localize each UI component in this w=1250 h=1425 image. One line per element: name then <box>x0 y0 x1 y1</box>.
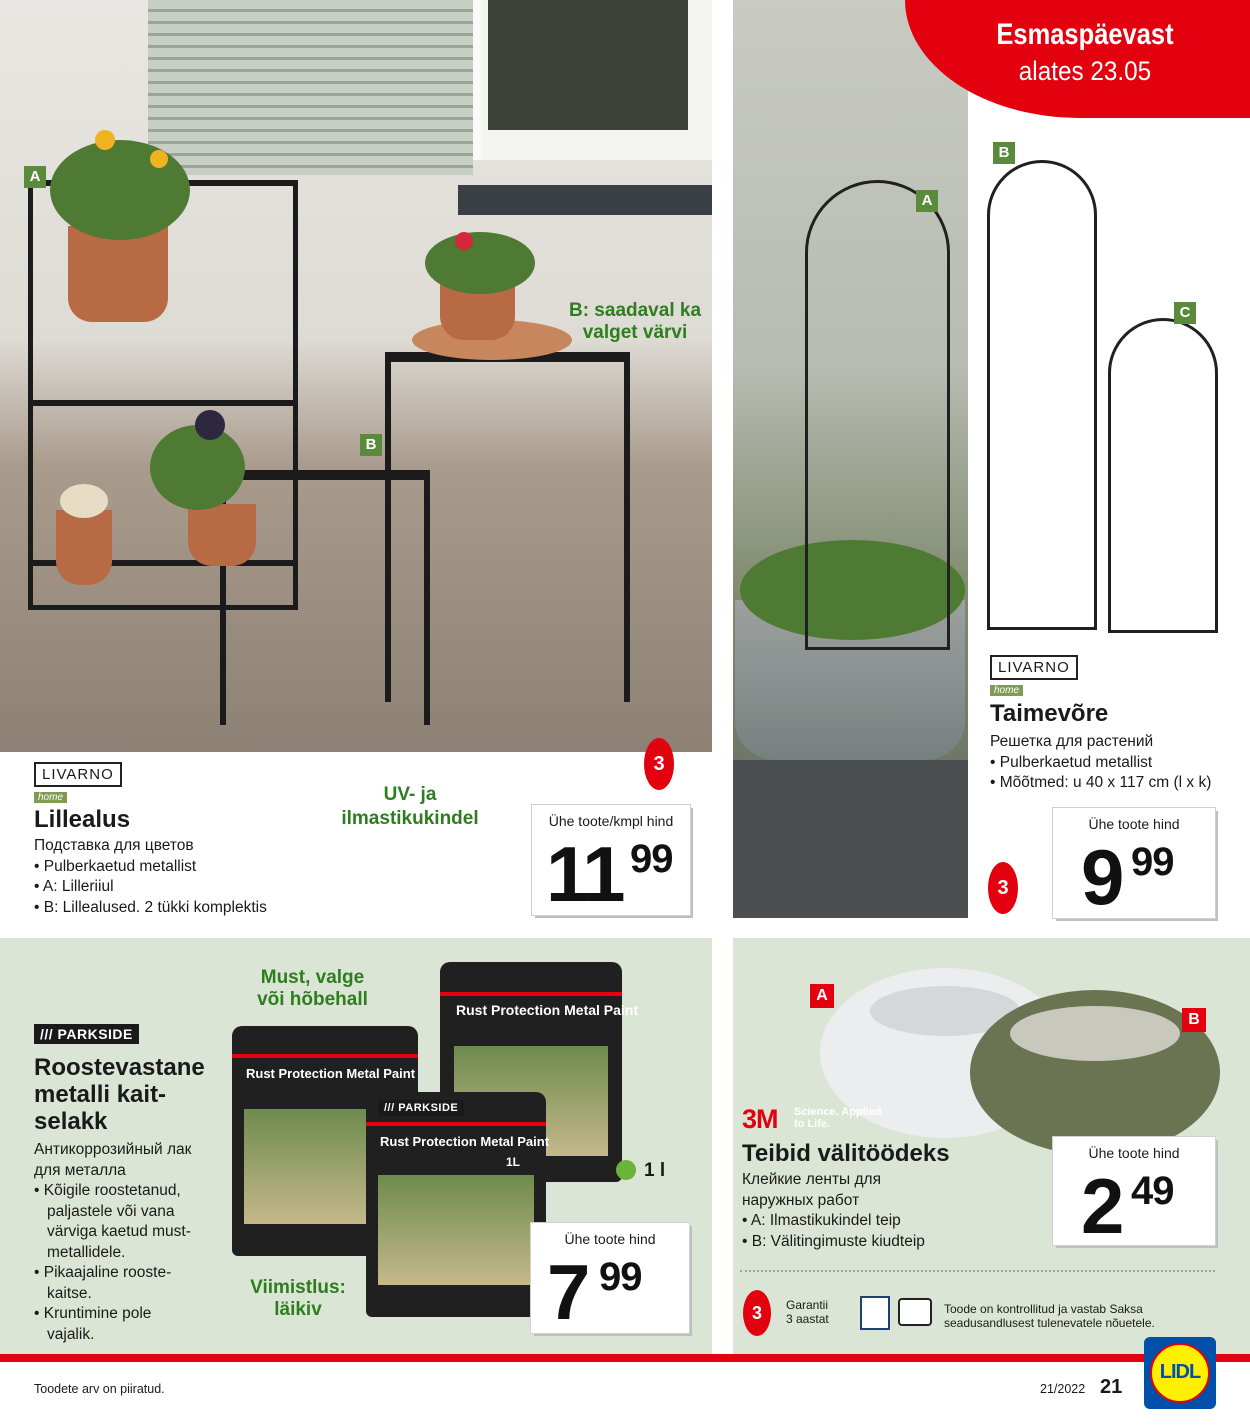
tuv-cert-icon <box>860 1296 890 1330</box>
lidl-logo-text: LIDL <box>1159 1361 1201 1383</box>
tape-core <box>1010 1006 1180 1061</box>
subtitle-ru: Подставка для цветов <box>34 837 194 854</box>
product-title: Taimevõre <box>990 700 1109 727</box>
can-image <box>378 1175 534 1285</box>
shelf-bar <box>28 400 298 406</box>
badge-b: B <box>1182 1008 1206 1032</box>
warranty-badge: 3 <box>988 862 1018 914</box>
footer-week: 21/2022 <box>1040 1382 1086 1396</box>
price-label: Ühe toote hind <box>1088 1145 1180 1161</box>
bullet: • Pulberkaetud metallist <box>34 857 197 875</box>
price-box <box>531 1223 689 1336</box>
badge-a: A <box>810 984 834 1008</box>
price-main: 9 <box>1081 833 1122 921</box>
uv-note: UV- ja ilmastikukindel <box>341 784 479 829</box>
color-availability-note: B: saadaval ka valget värvi <box>568 300 702 343</box>
clay-pot <box>68 226 168 322</box>
warranty-badge: 3 <box>743 1290 771 1336</box>
subtitle-ru: Решетка для растений <box>990 733 1154 750</box>
page-number: 21 <box>1100 1376 1123 1398</box>
bullet: • A: Ilmastikukindel teip <box>742 1212 901 1229</box>
can-stripe <box>232 1054 418 1058</box>
price-cents: 99 <box>630 837 673 881</box>
clay-pot <box>188 504 256 566</box>
can-stripe <box>440 992 622 996</box>
plant-leaves <box>425 232 535 294</box>
subtitle-ru: наружных работ <box>742 1191 860 1209</box>
product-title: Teibid välitöödeks <box>742 1140 950 1167</box>
window-glass <box>488 0 688 130</box>
parkside-logo: /// PARKSIDE <box>34 1024 139 1044</box>
volume-dot <box>616 1160 636 1180</box>
bullet: • A: Lilleriiul <box>34 878 114 895</box>
warranty-line: Garantii <box>786 1298 829 1312</box>
can-stripe <box>366 1122 546 1126</box>
product-title: Lillealus <box>34 806 131 833</box>
price-cents: 49 <box>1131 1169 1174 1213</box>
badge-b: B <box>360 434 382 456</box>
bullet: • B: Lillealused. 2 tükki komplektis <box>34 898 267 916</box>
3m-tagline: Science. Applied to Life. <box>794 1106 882 1130</box>
subtitle-ru: Клейкие ленты для <box>742 1171 881 1188</box>
volume-label: 1 l <box>644 1160 666 1181</box>
certification-text <box>944 1302 1155 1330</box>
price-box <box>532 805 690 918</box>
red-flower <box>455 232 473 250</box>
warranty-line: 3 aastat <box>786 1312 829 1326</box>
yellow-flower <box>150 150 168 168</box>
divider <box>740 1270 1215 1272</box>
price-box <box>1053 808 1215 921</box>
footer-disclaimer: Toodete arv on piiratud. <box>34 1382 165 1396</box>
brand-name: LIVARNO <box>990 655 1078 680</box>
product-description <box>742 1170 925 1252</box>
title-line: Roostevastane <box>34 1054 205 1081</box>
badge-c: C <box>1174 302 1196 324</box>
cert-line: Toode on kontrollitud ja vastab Saksa <box>944 1302 1143 1316</box>
price-main: 7 <box>547 1248 588 1336</box>
banner-title: Esmaspäevast <box>996 18 1174 51</box>
brand-name: LIVARNO <box>34 762 122 787</box>
gs-cert-icon <box>898 1298 932 1326</box>
trellis-arch-photo <box>805 180 950 650</box>
price-label: Ühe toote hind <box>1088 816 1180 832</box>
price-box <box>1053 1137 1215 1250</box>
subtitle-ru: Антикоррозийный лак <box>34 1141 192 1158</box>
price-cents: 99 <box>599 1255 642 1299</box>
price-label: Ühe toote hind <box>564 1231 656 1247</box>
can-title: Rust Protection Metal Paint <box>246 1066 416 1081</box>
bullet: paljastele või vana <box>47 1202 175 1220</box>
plant-leaves <box>150 425 245 510</box>
bullet: • Pikaajaline rooste- <box>34 1264 172 1281</box>
pansy-flower <box>195 410 225 440</box>
brand-sub: home <box>34 792 67 803</box>
bullet: metallidele. <box>47 1243 126 1261</box>
bullet: värviga kaetud must- <box>47 1223 191 1240</box>
footer-red-line <box>0 1354 1250 1362</box>
bullet: • Mõõtmed: u 40 x 117 cm (l x k) <box>990 774 1212 791</box>
banner-subtitle: alates 23.05 <box>1018 56 1152 86</box>
paint-colors-note: Must, valge või hõbehall <box>257 967 368 1010</box>
can-size: 1L <box>506 1155 521 1169</box>
product-title <box>34 1054 205 1135</box>
finish-note: Viimistlus: läikiv <box>250 1277 346 1320</box>
price-label: Ühe toote/kmpl hind <box>548 813 674 829</box>
subtitle-ru: для металла <box>34 1161 126 1179</box>
window-shutter <box>148 0 473 175</box>
bullet: • B: Välitingimuste kiudteip <box>742 1232 925 1250</box>
bullet: vajalik. <box>47 1325 95 1343</box>
livarno-logo <box>34 762 122 805</box>
twine-ball <box>60 484 108 518</box>
warranty-badge: 3 <box>644 738 674 790</box>
title-line: selakk <box>34 1108 108 1135</box>
trellis-c <box>1108 318 1218 633</box>
can-brand: /// PARKSIDE <box>378 1100 464 1116</box>
can-title: Rust Protection Metal Paint <box>456 1002 639 1018</box>
price-main: 2 <box>1081 1162 1122 1250</box>
title-line: metalli kait- <box>34 1081 167 1108</box>
can-title: Rust Protection Metal Paint <box>380 1134 550 1149</box>
badge-b: B <box>993 142 1015 164</box>
brand-sub: home <box>990 685 1023 696</box>
product-description <box>34 836 267 918</box>
clay-pot <box>56 510 112 585</box>
bullet: • Kõigile roostetanud, <box>34 1182 181 1199</box>
plant-leaves <box>50 140 190 240</box>
3m-logo: 3M <box>742 1104 778 1134</box>
cert-line: seadusandlusest tulenevatele nõuetele. <box>944 1316 1155 1330</box>
trellis-b <box>987 160 1097 630</box>
bullet: kaitse. <box>47 1284 92 1302</box>
price-main: 11 <box>546 830 623 918</box>
price-cents: 99 <box>1131 840 1174 884</box>
paving <box>733 760 968 918</box>
bullet: • Kruntimine pole <box>34 1305 152 1322</box>
product-description <box>990 732 1211 794</box>
window-sill <box>458 185 712 215</box>
livarno-logo <box>990 655 1078 698</box>
badge-a: A <box>916 190 938 212</box>
badge-a: A <box>24 166 46 188</box>
yellow-flower <box>95 130 115 150</box>
warranty-text <box>786 1298 829 1326</box>
bullet: • Pulberkaetud metallist <box>990 753 1153 771</box>
product-description <box>34 1140 191 1345</box>
paint-can-front <box>366 1092 550 1317</box>
